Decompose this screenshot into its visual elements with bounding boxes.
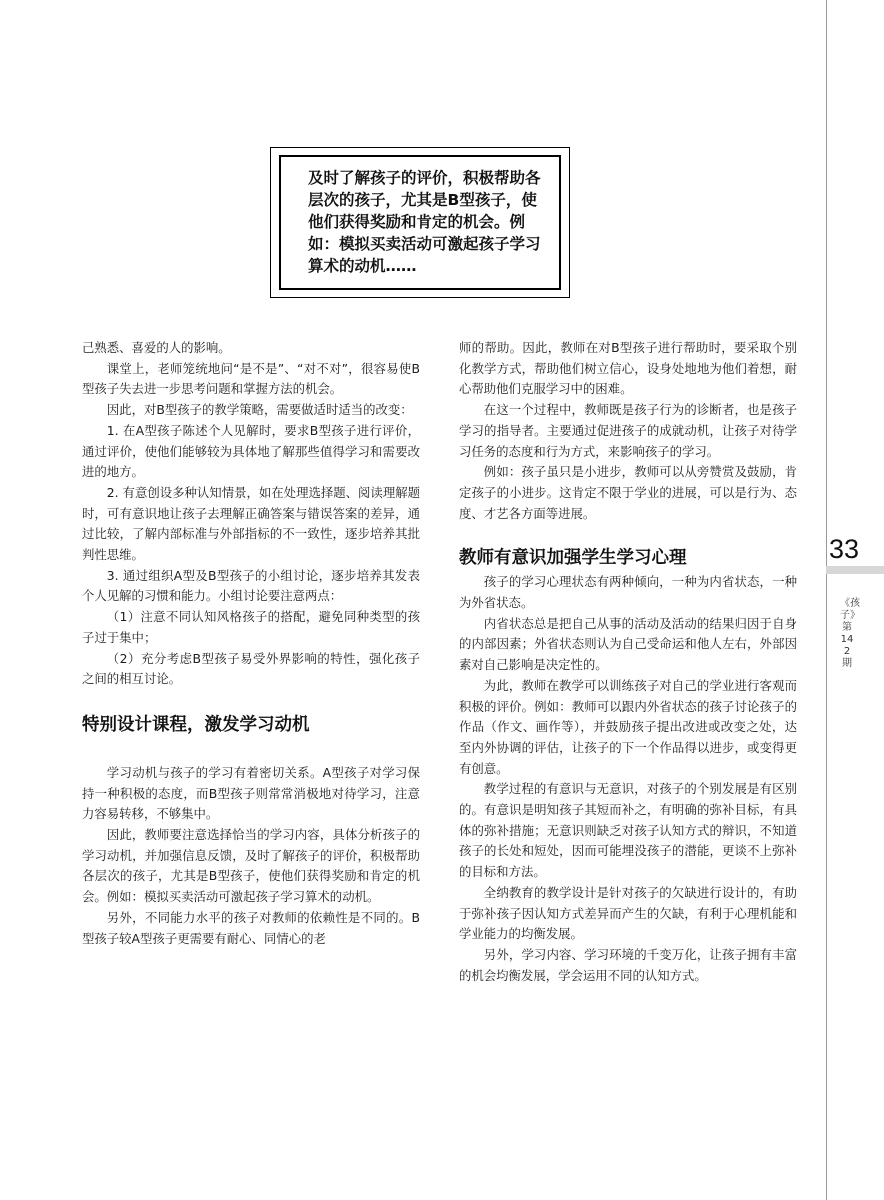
paragraph: 因此，教师要注意选择恰当的学习内容，具体分析孩子的学习动机，并加强信息反馈，及时了解孩子的评价，积极帮助各层次的孩子，尤其是B型孩子，使他们获得奖励和肯定的机会。例如：模拟买卖活动可激起孩子学习算术的动机。 [82,827,420,905]
paragraph: 课堂上，老师笼统地问“是不是”、“对不对”，很容易使B型孩子失去进一步思考问题和掌握方法的机会。 [82,360,420,397]
paragraph: 学习动机与孩子的学习有着密切关系。A型孩子对学习保持一种积极的态度，而B型孩子则常常消极地对待学习，注意力容易转移，不够集中。 [82,764,420,822]
section-heading: 特别设计课程，激发学习动机 [82,714,310,735]
list-item: 2. 有意创设多种认知情景，如在处理选择题、阅读理解题时，可有意识地让孩子去理解正确答案与错误答案的差异，通过比较，了解内部标准与外部指标的不一致性，逐步培养其批判性思维。 [82,484,420,563]
right-column [459,338,797,986]
paragraph: 孩子的学习心理状态有两种倾向，一种为内省状态，一种为外省状态。 [459,574,797,611]
list-item: 3. 通过组织A型及B型孩子的小组讨论，逐步培养其发表个人见解的习惯和能力。小组讨论要注意两点： [82,567,420,604]
paragraph: 教学过程的有意识与无意识，对孩子的个别发展是有区别的。有意识是明知孩子其短而补之，有明确的弥补目标，有具体的弥补措施；无意识则缺乏对孩子认知方式的辩识，不知道孩子的长处和短处，因而可能埋没孩子的潜能，更谈不上弥补的目标和方法。 [459,781,797,880]
paragraph: 全纳教育的教学设计是针对孩子的欠缺进行设计的，有助于弥补孩子因认知方式差异而产生的欠缺，有利于心理机能和学业能力的均衡发展。 [459,884,797,942]
paragraph: 另外，学习内容、学习环境的千变万化，让孩子拥有丰富的机会均衡发展，学会运用不同的认知方式。 [459,946,797,983]
paragraph: 另外，不同能力水平的孩子对教师的依赖性是不同的。B型孩子较A型孩子更需要有耐心、同情心的老 [82,909,420,946]
margin-band [826,566,884,574]
paragraph: 为此，教师在教学可以训练孩子对自己的学业进行客观而积极的评价。例如：教师可以跟内外省状态的孩子讨论孩子的作品（作文、画作等），并鼓励孩子提出改进或改变之处，达至内外协调的评估，让孩子的下一个作品得以进步，或变得更有创意。 [459,677,797,776]
paragraph: 内省状态总是把自己从事的活动及活动的结果归因于自身的内部因素；外省状态则认为自己受命运和他人左右，外部因素对自己影响是决定性的。 [459,615,797,673]
page-number: 33 [829,534,860,564]
sub-list-item: （2）充分考虑B型孩子易受外界影响的特性，强化孩子之间的相互讨论。 [82,650,420,687]
paragraph: 己熟悉、喜爱的人的影响。 [82,340,231,355]
left-column [82,338,420,949]
margin-rule [826,0,827,1200]
list-item: 1. 在A型孩子陈述个人见解时，要求B型孩子进行评价，通过评价，使他们能够较为具体地了解那些值得学习和需要改进的地方。 [82,422,420,480]
section-heading: 教师有意识加强学生学习心理 [459,548,687,569]
journal-issue: 《孩子》第142期 [840,598,860,669]
sub-list-item: （1）注意不同认知风格孩子的搭配，避免同种类型的孩子过于集中； [82,609,420,645]
pull-quote-text: 及时了解孩子的评价，积极帮助各层次的孩子，尤其是B型孩子，使他们获得奖励和肯定的机会。例如：模拟买卖活动可激起孩子学习算术的动机…… [279,155,561,290]
pull-quote-box [270,147,570,298]
paragraph: 在这一个过程中，教师既是孩子行为的诊断者，也是孩子学习的指导者。主要通过促进孩子的成就动机，让孩子对待学习任务的态度和行为方式，来影响孩子的学习。 [459,402,797,459]
paragraph: 因此，对B型孩子的教学策略，需要做适时适当的改变： [106,402,413,418]
paragraph: 例如：孩子虽只是小进步，教师可以从旁赞赏及鼓励，肯定孩子的小进步。这肯定不限于学业的进展，可以是行为、态度、才艺各方面等进展。 [459,464,797,521]
paragraph: 师的帮助。因此，教师在对B型孩子进行帮助时，要采取个别化教学方式，帮助他们树立信心，设身处地地为他们着想，耐心帮助他们克服学习中的困难。 [459,340,797,397]
